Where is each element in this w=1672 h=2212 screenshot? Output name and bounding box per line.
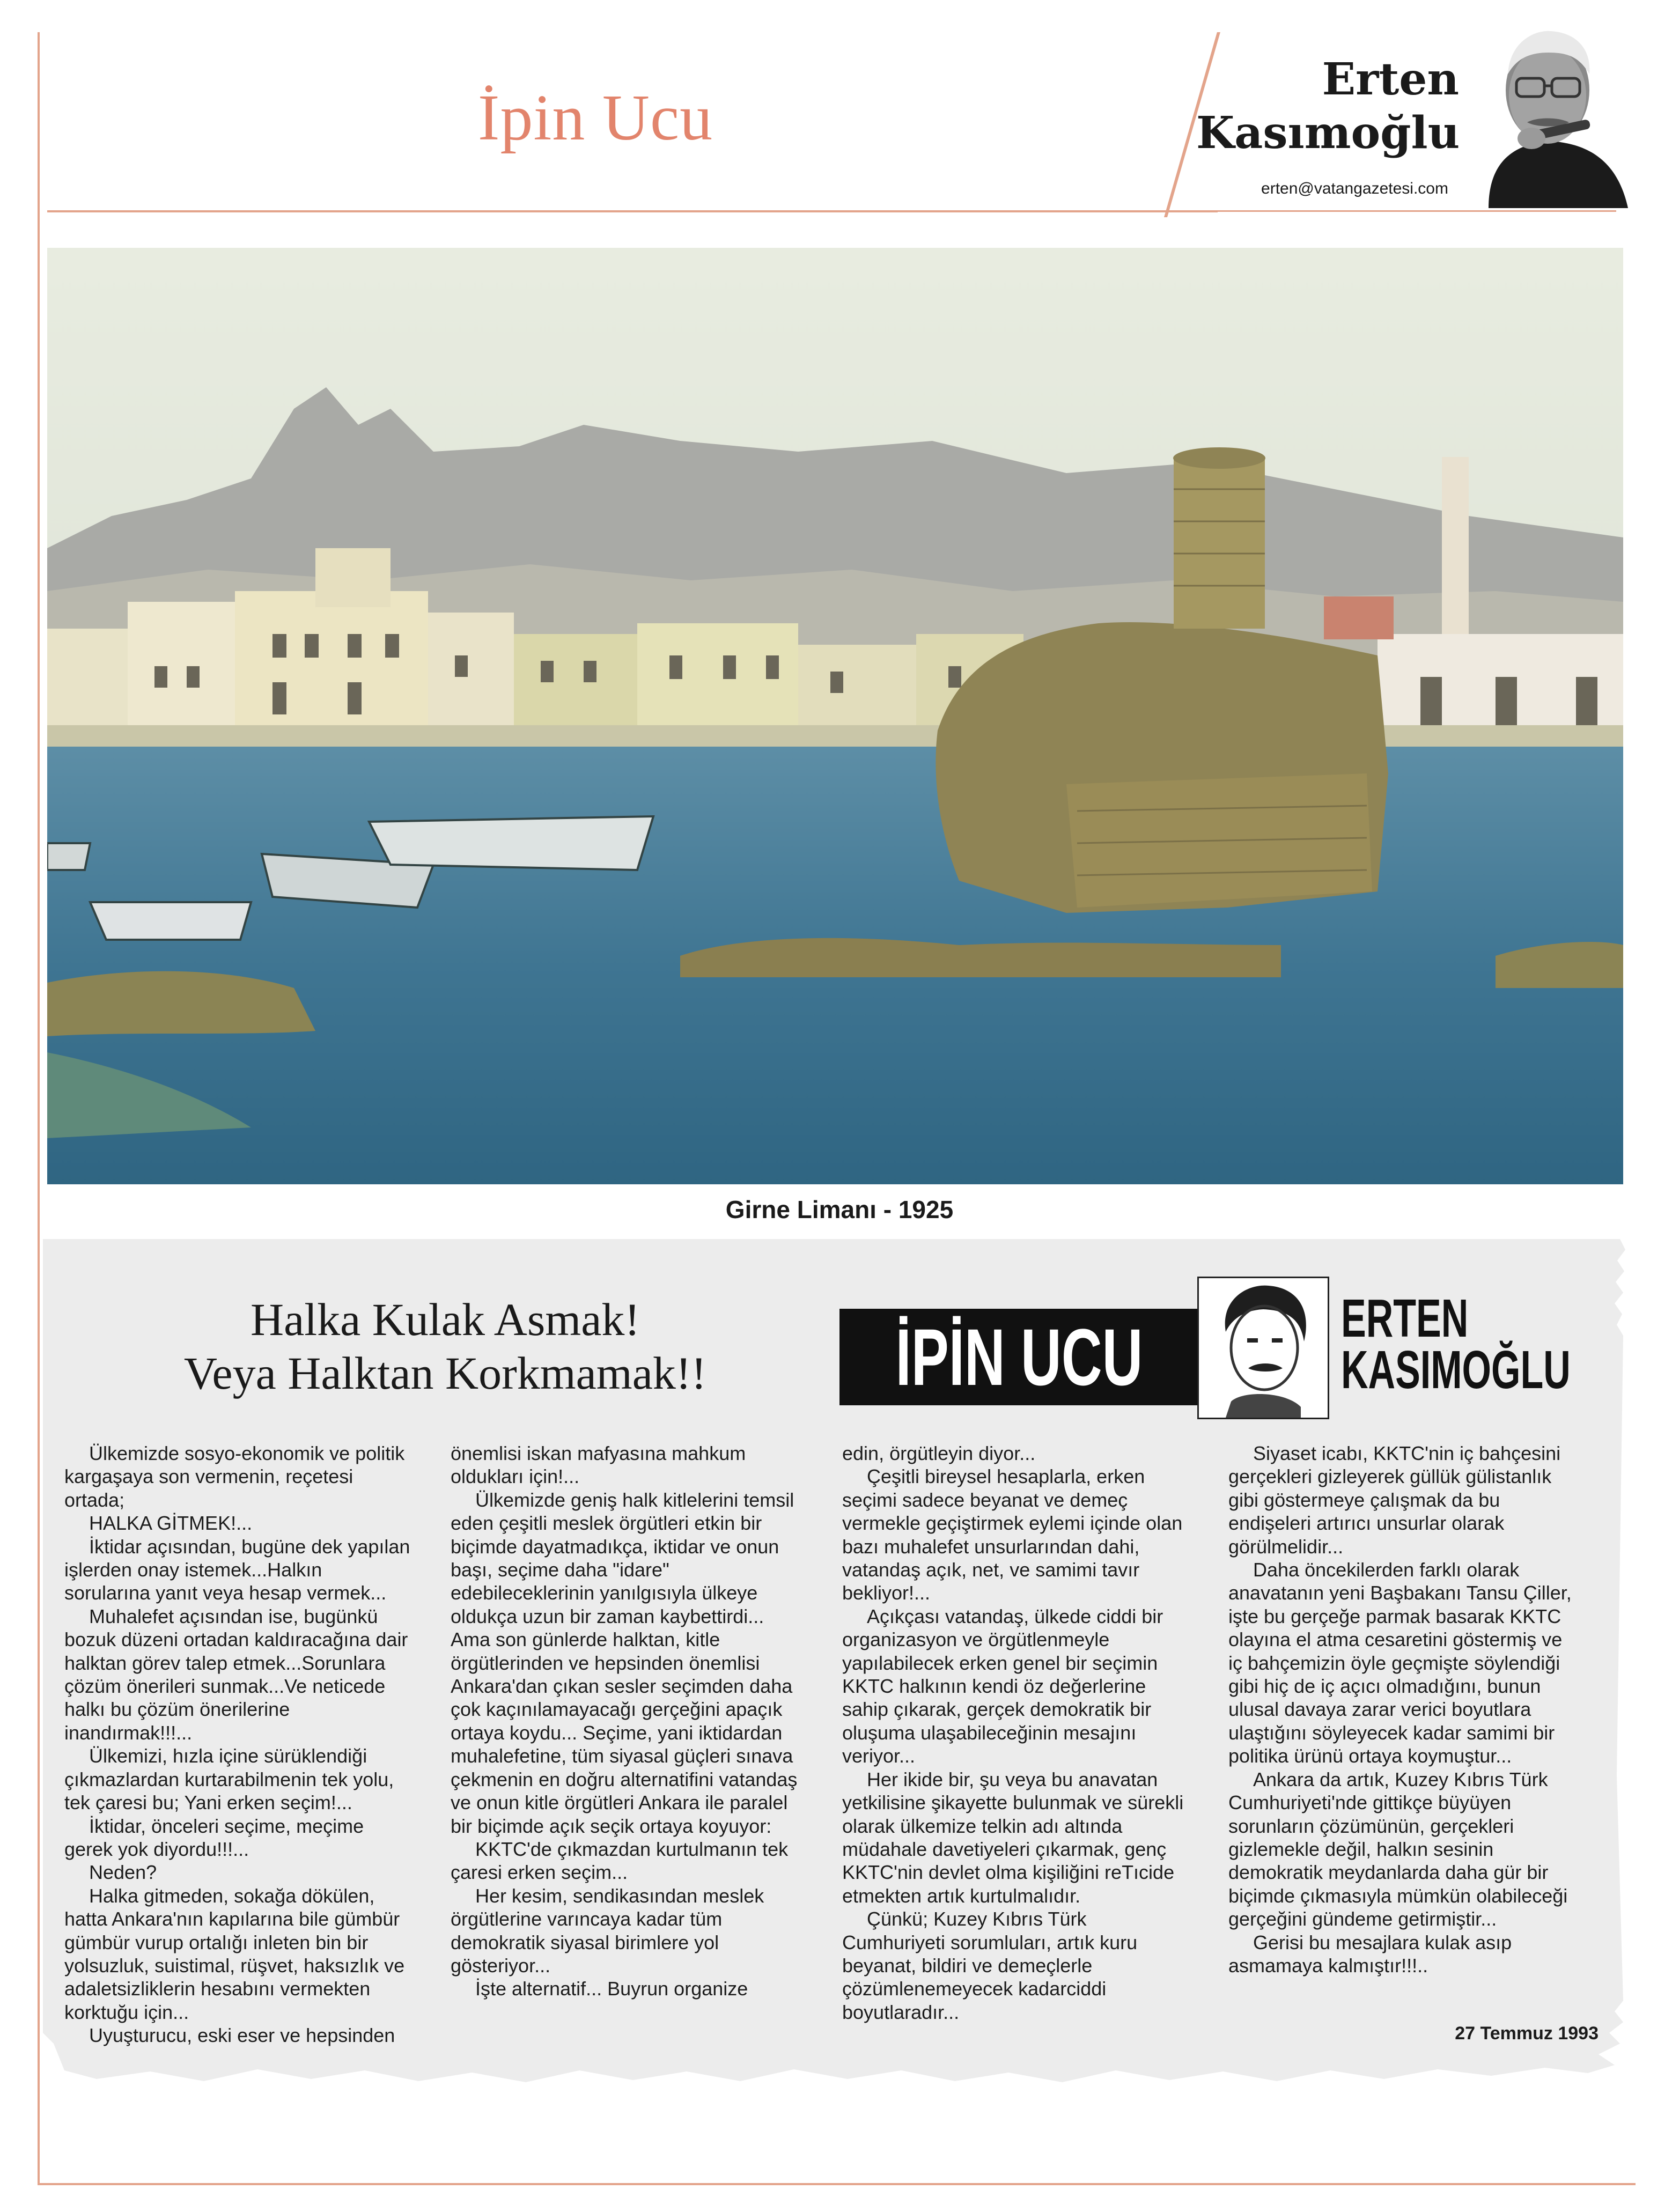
- headline-line-2: Veya Halktan Korkmamak!!: [183, 1347, 707, 1399]
- author-first-name: Erten: [1322, 54, 1459, 105]
- column-title: İpin Ucu: [477, 82, 713, 154]
- article-paragraph: İktidar açısından, bugüne dek yapılan işlerden onay istemek...Halkın sorularına yanıt veya hesap vermek...: [64, 1535, 410, 1604]
- article-paragraph: Uyuşturucu, eski eser ve hepsinden: [89, 2024, 395, 2047]
- article-paragraph: HALKA GİTMEK!...: [89, 1512, 253, 1535]
- article-paragraph: önemlisi iskan mafyasına mahkum oldukları için!...: [451, 1442, 746, 1488]
- article-paragraph: Gerisi bu mesajlara kulak asıp asmamaya kalmıştır!!!..: [1228, 1931, 1512, 1977]
- article-paragraph: Çünkü; Kuzey Kıbrıs Türk Cumhuriyeti sorumluları, artık kuru beyanat, bildiri ve demeçlerle çözümlenemeyecek kadarciddi boyutlaradır...: [842, 1908, 1138, 2023]
- article-paragraph: Muhalefet açısından ise, bugünkü bozuk düzeni ortadan kaldıracağına dair halktan görev talep etmek...Sorunlara çözüm önerileri sunmak...Ve neticede halkı bu çözüm önerilerine inandırmak!!!...: [64, 1605, 408, 1744]
- article-paragraph: Ankara da artık, Kuzey Kıbrıs Türk Cumhuriyeti'nde gittikçe büyüyen sorunların çözümünün, gerçekleri gizlemekle değil, halkın sesinin demokratik meydanlarda daha gür bir biçimde çıkmasıyla mümkün olabileceği gerçeğini gündeme getirmiştir...: [1228, 1768, 1568, 1930]
- article-paragraph: Daha öncekilerden farklı olarak anavatanın yeni Başbakanı Tansu Çiller, işte bu gerçeğe parmak basarak KKTC olayına el atma cesaretini göstermiş ve iç bahçemizin öyle geçmişte söylendiği gibi hiç de iç açıcı olmadığını, bunun ulusal davaya zarar verici boyutlara ulaştığını söyleyecek kadar samimi bir politika ürünü ortaya koymuştur...: [1228, 1559, 1572, 1767]
- header-rule-right: [1217, 210, 1616, 212]
- article-column-2: [451, 1442, 798, 2001]
- article-paragraph: KKTC'de çıkmazdan kurtulmanın tek çaresi erken seçim...: [451, 1838, 789, 1884]
- article-paragraph: Çeşitli bireysel hesaplarla, erken seçimi sadece beyanat ve demeç vermekle geçiştirmek eylemi içinde olan bazı muhalefet unsurlarından dahi, vatandaş açık, net, ve samimi tavır bekliyor!...: [842, 1465, 1183, 1604]
- column-banner-author: [1341, 1288, 1571, 1400]
- article-column-4: [1228, 1442, 1576, 1977]
- article-paragraph: Her ikide bir, şu veya bu anavatan yetkilisine şikayette bulunmak ve sürekli olarak ülkemize telkin adı altında müdahale davetiyeleri çıkarmak, genç KKTC'nin devlet olma kişiliğini reTıcide etmekten artık kurtulmalıdır.: [842, 1768, 1184, 1907]
- article-paragraph: Ülkemizi, hızla içine sürüklendiği çıkmazlardan kurtarabilmenin tek yolu, tek çaresi bu; Yani erken seçim!...: [64, 1745, 394, 1814]
- article-date: 27 Temmuz 1993: [1455, 2023, 1599, 2044]
- author-email: erten@vatangazetesi.com: [1261, 180, 1448, 197]
- article-column-3: [842, 1442, 1190, 2024]
- article-paragraph: İşte alternatif... Buyrun organize: [475, 1978, 748, 2000]
- author-photo: [1467, 15, 1633, 208]
- article-paragraph: Açıkçası vatandaş, ülkede ciddi bir organizasyon ve örgütlenmeyle yapılabilecek erken genel bir seçimin KKTC halkının kendi öz değerlerine sahip çıkarak, gerçek demokratik bir oluşuma ulaşabileceğinin mesajını veriyor...: [842, 1605, 1163, 1767]
- banner-author-line-2: KASIMOĞLU: [1341, 1340, 1571, 1400]
- headline-line-1: Halka Kulak Asmak!: [250, 1294, 640, 1345]
- photo-caption: Girne Limanı - 1925: [725, 1196, 954, 1223]
- clipping-headline: [145, 1293, 746, 1400]
- article-paragraph: Ülkemizde geniş halk kitlelerini temsil eden çeşitli meslek örgütleri etkin bir biçimde dayatmadıkça, iktidar ve onun başı, seçime daha "idare" edebileceklerinin yanılgısıyla ülkeye oldukça uzun bir zaman kaybettirdi... Ama son günlerde halktan, kitle örgütlerinden ve hepsinden önemlisi Ankara'dan çıkan sesler seçimden daha çok kaçınılamayacağı gerçeğini apaçık ortaya koydu... Seçime, yani iktidardan muhalefetine, tüm siyasal güçleri sınava çekmenin en doğru alternatifini vatandaş ve onun kitle örgütleri Ankara ile paralel bir biçimde açık seçik ortaya koyuyor:: [451, 1488, 798, 1837]
- header-rule: [47, 210, 1218, 212]
- article-paragraph: edin, örgütleyin diyor...: [842, 1442, 1036, 1464]
- author-portrait-sketch: [1197, 1277, 1329, 1419]
- author-last-name: Kasımoğlu: [1196, 107, 1460, 159]
- article-paragraph: Ülkemizde sosyo-ekonomik ve politik kargaşaya son vermenin, reçetesi ortada;: [64, 1442, 405, 1511]
- harbor-photo: [47, 248, 1623, 1184]
- banner-author-line-1: ERTEN: [1341, 1288, 1469, 1348]
- article-paragraph: İktidar, önceleri seçime, meçime gerek yok diyordu!!!...: [64, 1815, 364, 1860]
- article-paragraph: Her kesim, sendikasından meslek örgütlerine varıncaya kadar tüm demokratik siyasal birimlere yol gösteriyor...: [451, 1884, 764, 1977]
- article-paragraph: Neden?: [89, 1861, 157, 1884]
- article-paragraph: Halka gitmeden, sokağa dökülen, hatta Ankara'nın kapılarına bile gümbür gümbür vurup ortalığı inleten bin bir yolsuzluk, suistimal, rüşvet, haksızlık ve adaletsizliklerin hesabını vermekten korktuğu için...: [64, 1884, 405, 2023]
- article-paragraph: Siyaset icabı, KKTC'nin iç bahçesini gerçekleri gizleyerek güllük gülistanlık gibi göstermeye çalışmak da bu endişeleri artırıcı unsurlar olarak görülmelidir...: [1228, 1442, 1561, 1558]
- column-banner-title: İPİN UCU: [895, 1312, 1143, 1402]
- article-column-1: [64, 1442, 412, 2047]
